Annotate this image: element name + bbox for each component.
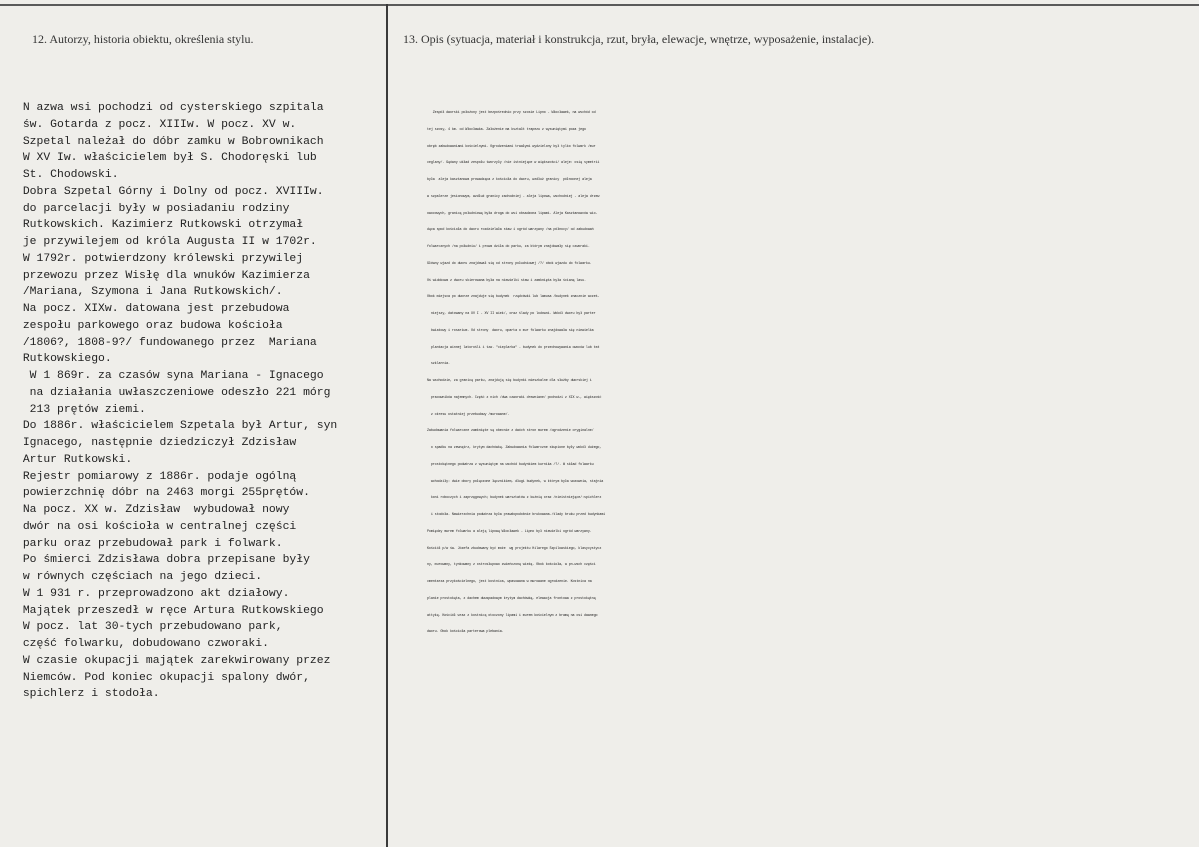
text-line: owocowych, granicą południową była droga do wsi obsadzona lipami. Aleja Kasztanowców wio-: [427, 211, 598, 216]
text-line: Szpetal należał do dóbr zamku w Bobrownikach: [16, 135, 324, 148]
text-line: ny, murowany, tynkowany z ostrosłupowo zwieńczoną wieżą. Obok kościoła, w pn-wsch części: [427, 563, 596, 568]
text-line: dworu. Obok kościoła parterowa plebania.: [427, 630, 504, 635]
section-12-heading: 12. Autorzy, historia obiektu, określenia stylu.: [32, 32, 254, 46]
text-line: St. Chodowski.: [16, 169, 119, 181]
text-line: 213 prętów ziemi.: [16, 403, 146, 416]
text-line: Pomiędzy murem folwarku a aleją lipową Włocławek - Lipno był niewielki ogród warzywny.: [427, 529, 592, 534]
text-line: Do 1886r. właścicielem Szpetala był Artur, syn: [16, 420, 338, 433]
text-line: powierzchnię dóbr na 2463 morgi 255prętów.: [16, 487, 310, 500]
text-line: ceglany/. Gąówny układ zespołu tworzyły /nie istniejące w większości/ aleje: osią symetrii: [427, 161, 600, 166]
text-line: obręb zabudowaniami kościelnymi. Ogrodzeniami trwałymi wydzielony był tylko folwark /mur: [427, 144, 596, 149]
text-line: Rutkowskich. Kazimierz Rutkowski otrzymał: [16, 219, 304, 232]
text-line: W 1792r. potwierdzony królewski przywilej: [16, 252, 304, 265]
text-line: do parcelacji były w posiadaniu rodziny: [16, 202, 290, 215]
text-line: z okresu ostatniej przebudowy /murowane/.: [427, 412, 510, 417]
text-line: w równych częściach na jego dzieci.: [16, 571, 263, 583]
top-border-line: [0, 4, 1199, 6]
text-line: W XV Iw. właścicielem był S. Chodoręski lub: [16, 152, 317, 165]
text-line: koni roboczych i zaprzęgowych; budynek warsztatów z kuźnią oraz /nieistniejące/:spichlerz: [427, 496, 602, 501]
text-line: wchodziły: dwie obory połączone łącznikiem, długi budynek, w którym była wozownia, stajnia: [427, 479, 604, 484]
text-line: Zespół dworski położony jest bezpośrednio przy szosie Lipno - Włocławek, na wschód od: [427, 111, 596, 115]
text-line: Po śmierci Zdzisława dobra przepisane były: [16, 554, 310, 567]
text-line: dwór na osi kościoła w centralnej części: [16, 520, 297, 533]
description-text-column: [427, 105, 1199, 641]
text-line: o spadku na zewnątrz, krytym dachówką. Zabudowania folwarczne skupione były wokół dużego,: [427, 446, 602, 450]
text-line: Ignacego, następnie dziedziczył Zdzisław: [16, 437, 297, 449]
text-line: tej szosy, 4 km. od Włocławka. Założenie ma kształt trapezu z wysuniętymi poza jego: [427, 127, 586, 132]
text-line: /Mariana, Szymona i Jana Rutkowskich/.: [16, 286, 283, 299]
text-line: Na wschodzie, za granicą parku, znajdują się budynki mieszkalne dla służby dworskiej i: [427, 379, 592, 383]
text-line: i stodoła. Nawierzchnia podwórza była prawdopodobnie brukowana./ślady bruku przed budynkami: [427, 513, 606, 517]
text-line: prostokątnego podwórza z wysuniętym na wschód budynkiem kurnika /?/. W skład folwarku: [427, 462, 594, 467]
text-line: planie prostokąta, z dachem dwuspadowym krytym dachówką, elewacja frontowa z prostokątną: [427, 596, 596, 601]
text-line: dąca spod kościoła do dworu rozdzielała staw i ogród warzywny /na północy/ od zabudowań: [427, 228, 594, 233]
text-line: zespołu parkowego oraz budowa kościoła: [16, 319, 283, 332]
text-line: W pocz. lat 30-tych przebudowano park,: [16, 621, 283, 634]
text-line: Obok miejsca po dworze znajduje się budynek rządcówki lub lamusa /budynek znacznie wcześ-: [427, 295, 600, 300]
text-line: je przywilejem od króla Augusta II w 1702r.: [16, 236, 317, 248]
history-text-column: [16, 100, 388, 703]
section-13-heading: 13. Opis (sytuacja, materiał i konstrukcja, rzut, bryła, elewacje, wnętrze, wyposażenie, instalacje).: [403, 32, 875, 46]
text-line: Rejestr pomiarowy z 1886r. podaje ogólną: [16, 470, 297, 483]
text-line: część folwarku, dobudowano czworaki.: [16, 638, 269, 650]
text-line: spichlerz i stodoła.: [16, 688, 160, 701]
text-line: Niemców. Pod koniec okupacji spalony dwór,: [16, 671, 310, 684]
text-line: W czasie okupacji majątek zarekwirowany przez: [16, 654, 331, 667]
text-line: Rutkowskiego.: [16, 353, 112, 366]
text-line: szklarnia.: [427, 362, 450, 367]
text-line: Zabudowania folwarczne zamknięte są obecnie z dwóch stron murem /ogrodzenie oryginalne/: [427, 429, 594, 434]
text-line: Na pocz. XIXw. datowana jest przebudowa: [16, 303, 290, 315]
text-line: W 1 869r. za czasów syna Mariana - Ignacego: [16, 370, 324, 382]
text-line: Na pocz. XX w. Zdzisław wybudował nowy: [16, 504, 290, 516]
text-line: Główny wjazd do dworu znajdował się od strony południowej /?/ obok wjazdu do folwarku.: [427, 261, 592, 266]
text-line: Dobra Szpetal Górny i Dolny od pocz. XVIIIw.: [16, 185, 324, 198]
text-line: niejszy, datowany na XV I - XV II wiek/, oraz ślady po lodowni. Wokół dworu był parter: [427, 312, 596, 316]
text-line: była aleja kasztanowa prowadząca z kościoła do dworu, wzdłuż granicy północnej aleja: [427, 178, 592, 182]
text-line: Artur Rutkowski.: [16, 453, 133, 466]
text-line: przewozu przez Wisłę dla wnuków Kazimierza: [16, 269, 310, 282]
text-line: pracowników najemnych. Część z nich /dwa czworaki drewniane/ pochodzi z XIX w., większość: [427, 395, 602, 400]
text-line: folwarcznych /na południu/ i prowa dziła do parku, za którym znajdowały się czworaki.: [427, 245, 590, 249]
text-line: attyką. Kościół wraz z kostnicą otoczony lipami i murem kościelnym z bramą na osi dawnego: [427, 613, 598, 618]
text-line: w szpalerze jesionowym, wzdłuż granicy zachodniej - aleja lipowa, wschodniej - aleja drzew: [427, 194, 600, 199]
text-line: cmentarza przykościelnego, jest kostnica, wpasowana w murowane ogrodzenie. Kostnica na: [427, 580, 592, 584]
text-line: /1806?, 1808-9?/ fundowanego przez Mariana: [16, 336, 317, 349]
text-line: N azwa wsi pochodzi od cysterskiego szpitala: [16, 102, 324, 114]
text-line: Kościół p/w św. Józefa zbudowany być może wg projektu Hilarego Szpilowskiego, klasycystycz: [427, 546, 602, 551]
text-line: św. Gotarda z pocz. XIIIw. W pocz. XV w.: [16, 118, 297, 131]
text-line: Majątek przeszedł w ręce Artura Rutkowskiego: [16, 604, 324, 617]
text-line: parku oraz przebudował park i folwark.: [16, 537, 283, 550]
text-line: na działania uwłaszczeniowe odeszło 221 mórg: [16, 386, 331, 399]
text-line: Oś widokowa z dworu skierowana była na niewielki staw i zamknięta była ścianą lasu.: [427, 278, 586, 283]
text-line: W 1 931 r. przeprowadzono akt działowy.: [16, 587, 290, 600]
text-line: kwiatowy i rosarium. Od strony dworu, oparta o mur folwarku znajdowała się niewielka: [427, 328, 594, 333]
text-line: plantacja winnej latorośli i tzw. "cieplarka" - budynek do przechowywania owoców lub też: [427, 345, 600, 350]
